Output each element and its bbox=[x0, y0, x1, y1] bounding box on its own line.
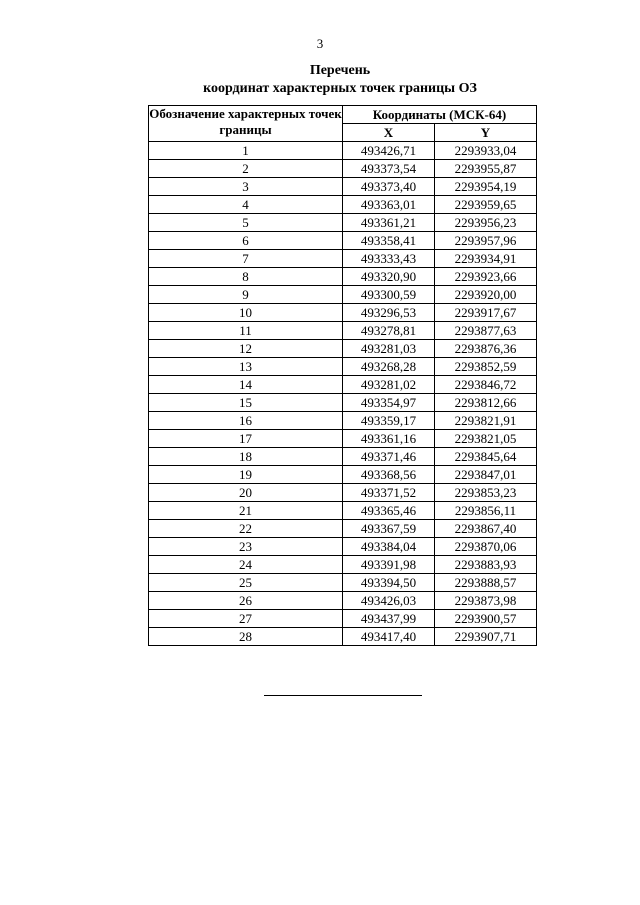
table-row bbox=[149, 232, 537, 250]
point-number-cell: 10 bbox=[149, 304, 343, 322]
table-row bbox=[149, 214, 537, 232]
x-coordinate-cell: 493358,41 bbox=[343, 232, 435, 250]
point-number-cell: 16 bbox=[149, 412, 343, 430]
table-row bbox=[149, 340, 537, 358]
x-coordinate-cell: 493373,54 bbox=[343, 160, 435, 178]
x-coordinate-cell: 493373,40 bbox=[343, 178, 435, 196]
x-coordinate-cell: 493281,02 bbox=[343, 376, 435, 394]
x-coordinate-cell: 493268,28 bbox=[343, 358, 435, 376]
header-y: Y bbox=[435, 124, 537, 142]
table-row bbox=[149, 358, 537, 376]
table-row bbox=[149, 574, 537, 592]
document-title bbox=[0, 62, 640, 98]
y-coordinate-cell: 2293821,05 bbox=[435, 430, 537, 448]
point-number-cell: 15 bbox=[149, 394, 343, 412]
table-row bbox=[149, 250, 537, 268]
point-number-cell: 25 bbox=[149, 574, 343, 592]
table-row bbox=[149, 628, 537, 646]
table-row bbox=[149, 322, 537, 340]
y-coordinate-cell: 2293957,96 bbox=[435, 232, 537, 250]
point-number-cell: 1 bbox=[149, 142, 343, 160]
y-coordinate-cell: 2293907,71 bbox=[435, 628, 537, 646]
header-x: X bbox=[343, 124, 435, 142]
point-number-cell: 24 bbox=[149, 556, 343, 574]
y-coordinate-cell: 2293920,00 bbox=[435, 286, 537, 304]
point-number-cell: 9 bbox=[149, 286, 343, 304]
y-coordinate-cell: 2293883,93 bbox=[435, 556, 537, 574]
x-coordinate-cell: 493278,81 bbox=[343, 322, 435, 340]
y-coordinate-cell: 2293845,64 bbox=[435, 448, 537, 466]
table-row bbox=[149, 376, 537, 394]
y-coordinate-cell: 2293870,06 bbox=[435, 538, 537, 556]
y-coordinate-cell: 2293867,40 bbox=[435, 520, 537, 538]
table-row bbox=[149, 304, 537, 322]
x-coordinate-cell: 493391,98 bbox=[343, 556, 435, 574]
y-coordinate-cell: 2293876,36 bbox=[435, 340, 537, 358]
table-row bbox=[149, 484, 537, 502]
x-coordinate-cell: 493417,40 bbox=[343, 628, 435, 646]
point-number-cell: 13 bbox=[149, 358, 343, 376]
x-coordinate-cell: 493363,01 bbox=[343, 196, 435, 214]
table-row bbox=[149, 520, 537, 538]
point-number-cell: 23 bbox=[149, 538, 343, 556]
x-coordinate-cell: 493320,90 bbox=[343, 268, 435, 286]
point-number-cell: 5 bbox=[149, 214, 343, 232]
table-row bbox=[149, 448, 537, 466]
y-coordinate-cell: 2293877,63 bbox=[435, 322, 537, 340]
y-coordinate-cell: 2293888,57 bbox=[435, 574, 537, 592]
table-row bbox=[149, 502, 537, 520]
y-coordinate-cell: 2293934,91 bbox=[435, 250, 537, 268]
x-coordinate-cell: 493437,99 bbox=[343, 610, 435, 628]
point-number-cell: 20 bbox=[149, 484, 343, 502]
x-coordinate-cell: 493368,56 bbox=[343, 466, 435, 484]
x-coordinate-cell: 493365,46 bbox=[343, 502, 435, 520]
x-coordinate-cell: 493281,03 bbox=[343, 340, 435, 358]
table-row bbox=[149, 160, 537, 178]
x-coordinate-cell: 493361,21 bbox=[343, 214, 435, 232]
header-coordinates: Координаты (МСК-64) bbox=[343, 106, 537, 124]
y-coordinate-cell: 2293846,72 bbox=[435, 376, 537, 394]
table-row bbox=[149, 556, 537, 574]
y-coordinate-cell: 2293917,67 bbox=[435, 304, 537, 322]
table-row bbox=[149, 178, 537, 196]
table-row bbox=[149, 610, 537, 628]
table-row bbox=[149, 466, 537, 484]
point-number-cell: 27 bbox=[149, 610, 343, 628]
table-row bbox=[149, 268, 537, 286]
header-point: Обозначение характерных точек границы bbox=[149, 106, 343, 142]
point-number-cell: 14 bbox=[149, 376, 343, 394]
point-number-cell: 3 bbox=[149, 178, 343, 196]
y-coordinate-cell: 2293956,23 bbox=[435, 214, 537, 232]
point-number-cell: 21 bbox=[149, 502, 343, 520]
x-coordinate-cell: 493300,59 bbox=[343, 286, 435, 304]
title-line-1: Перечень bbox=[309, 63, 371, 78]
y-coordinate-cell: 2293847,01 bbox=[435, 466, 537, 484]
x-coordinate-cell: 493371,52 bbox=[343, 484, 435, 502]
table-row bbox=[149, 142, 537, 160]
y-coordinate-cell: 2293923,66 bbox=[435, 268, 537, 286]
x-coordinate-cell: 493367,59 bbox=[343, 520, 435, 538]
page-number: 3 bbox=[316, 36, 324, 51]
coordinates-table bbox=[148, 105, 537, 646]
x-coordinate-cell: 493426,71 bbox=[343, 142, 435, 160]
divider-line bbox=[264, 695, 422, 696]
table-row bbox=[149, 592, 537, 610]
table-row bbox=[149, 394, 537, 412]
point-number-cell: 6 bbox=[149, 232, 343, 250]
x-coordinate-cell: 493371,46 bbox=[343, 448, 435, 466]
x-coordinate-cell: 493384,04 bbox=[343, 538, 435, 556]
x-coordinate-cell: 493426,03 bbox=[343, 592, 435, 610]
x-coordinate-cell: 493296,53 bbox=[343, 304, 435, 322]
point-number-cell: 7 bbox=[149, 250, 343, 268]
y-coordinate-cell: 2293954,19 bbox=[435, 178, 537, 196]
point-number-cell: 8 bbox=[149, 268, 343, 286]
y-coordinate-cell: 2293900,57 bbox=[435, 610, 537, 628]
point-number-cell: 2 bbox=[149, 160, 343, 178]
y-coordinate-cell: 2293959,65 bbox=[435, 196, 537, 214]
point-number-cell: 26 bbox=[149, 592, 343, 610]
x-coordinate-cell: 493361,16 bbox=[343, 430, 435, 448]
title-line-2: координат характерных точек границы ОЗ bbox=[203, 81, 477, 96]
x-coordinate-cell: 493359,17 bbox=[343, 412, 435, 430]
table-body bbox=[149, 142, 537, 646]
x-coordinate-cell: 493354,97 bbox=[343, 394, 435, 412]
y-coordinate-cell: 2293933,04 bbox=[435, 142, 537, 160]
point-number-cell: 19 bbox=[149, 466, 343, 484]
y-coordinate-cell: 2293852,59 bbox=[435, 358, 537, 376]
y-coordinate-cell: 2293821,91 bbox=[435, 412, 537, 430]
point-number-cell: 12 bbox=[149, 340, 343, 358]
y-coordinate-cell: 2293873,98 bbox=[435, 592, 537, 610]
x-coordinate-cell: 493333,43 bbox=[343, 250, 435, 268]
point-number-cell: 28 bbox=[149, 628, 343, 646]
y-coordinate-cell: 2293853,23 bbox=[435, 484, 537, 502]
table-row bbox=[149, 538, 537, 556]
table-row bbox=[149, 286, 537, 304]
y-coordinate-cell: 2293856,11 bbox=[435, 502, 537, 520]
x-coordinate-cell: 493394,50 bbox=[343, 574, 435, 592]
point-number-cell: 18 bbox=[149, 448, 343, 466]
table-row bbox=[149, 196, 537, 214]
y-coordinate-cell: 2293812,66 bbox=[435, 394, 537, 412]
point-number-cell: 17 bbox=[149, 430, 343, 448]
point-number-cell: 22 bbox=[149, 520, 343, 538]
y-coordinate-cell: 2293955,87 bbox=[435, 160, 537, 178]
table-row bbox=[149, 430, 537, 448]
point-number-cell: 4 bbox=[149, 196, 343, 214]
point-number-cell: 11 bbox=[149, 322, 343, 340]
table-row bbox=[149, 412, 537, 430]
